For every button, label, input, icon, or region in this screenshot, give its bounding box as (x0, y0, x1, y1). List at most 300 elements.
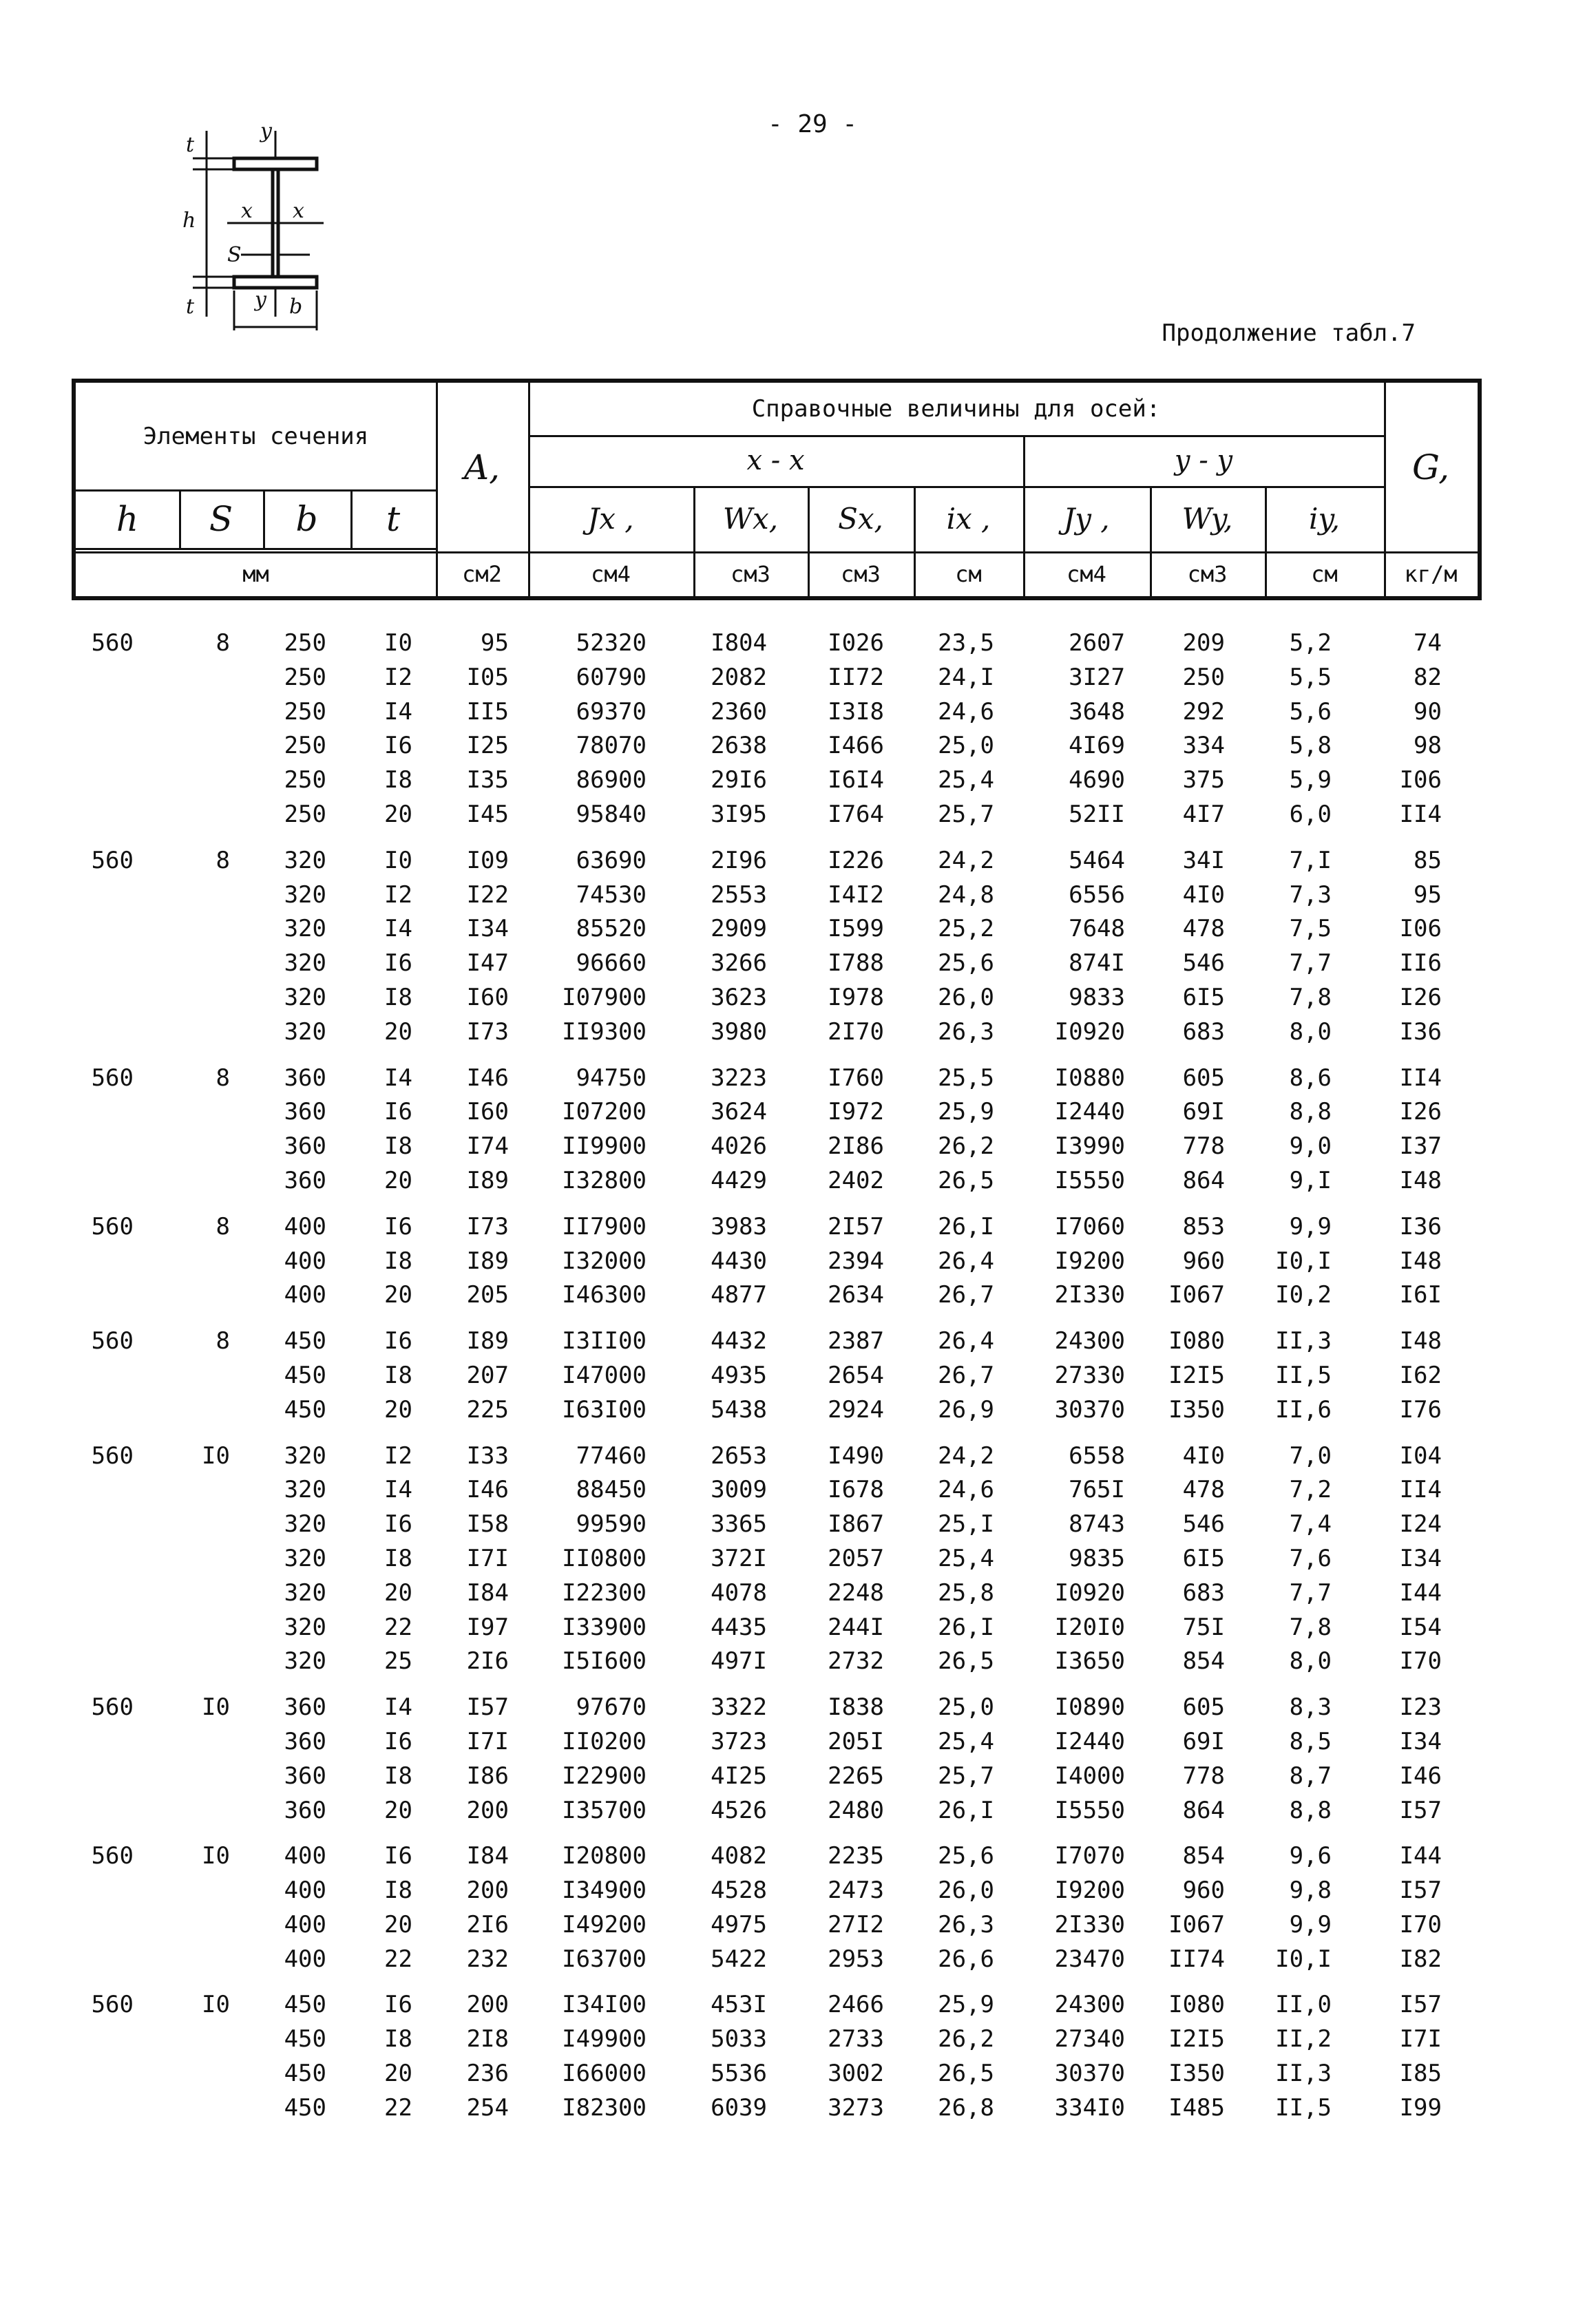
cell-sx: I599 (828, 915, 884, 943)
table-row (72, 1611, 1482, 1645)
cell-sx: 2466 (828, 1991, 884, 2019)
row-group (72, 1210, 1482, 1313)
cell-b: 320 (284, 1578, 326, 1607)
cell-t: I6 (384, 1327, 412, 1355)
cell-jx: I5I600 (562, 1647, 647, 1676)
cell-wx: 4432 (711, 1327, 767, 1355)
row-group (72, 1691, 1482, 1828)
cell-wx: 4528 (711, 1877, 767, 1905)
cell-wx: 4526 (711, 1796, 767, 1824)
cell-jy: 6558 (1069, 1441, 1125, 1470)
header-ix: ix , (946, 502, 991, 536)
cell-iy: I0,2 (1275, 1281, 1332, 1309)
cell-wy: I485 (1168, 2093, 1225, 2122)
table-row (72, 1473, 1482, 1508)
cell-b: 320 (284, 1017, 326, 1046)
cell-area: I25 (466, 732, 509, 760)
cell-ix: 26,7 (938, 1361, 994, 1389)
cell-jx: 69370 (576, 697, 647, 726)
cell-ix: 26,8 (938, 2093, 994, 2122)
cell-jx: I63700 (562, 1945, 647, 1973)
cell-mass: I44 (1399, 1842, 1442, 1870)
cell-wx: 453I (711, 1991, 767, 2019)
table-row (72, 2091, 1482, 2126)
cell-iy: 5,9 (1289, 766, 1332, 794)
cell-wx: 3I95 (711, 800, 767, 828)
cell-wy: I350 (1168, 2060, 1225, 2088)
cell-t: 25 (384, 1647, 412, 1676)
unit-iy: см (1311, 560, 1338, 587)
cell-sx: I490 (828, 1441, 884, 1470)
cell-jy: I2440 (1054, 1098, 1125, 1126)
cell-wx: 3623 (711, 983, 767, 1011)
cell-jy: 9833 (1069, 983, 1125, 1011)
cell-s: 8 (216, 629, 230, 657)
unit-ix: см (955, 560, 982, 587)
cell-iy: 7,8 (1289, 983, 1332, 1011)
cell-t: I6 (384, 949, 412, 978)
cell-wy: 960 (1182, 1877, 1225, 1905)
cell-area: I86 (466, 1762, 509, 1790)
cell-jx: 97670 (576, 1693, 647, 1722)
cell-jy: 24300 (1054, 1327, 1125, 1355)
cell-mass: 95 (1414, 880, 1442, 909)
cell-sx: I838 (828, 1693, 884, 1722)
table-row (72, 878, 1482, 913)
cell-b: 320 (284, 1647, 326, 1676)
cell-jy: I7060 (1054, 1212, 1125, 1240)
cell-mass: I70 (1399, 1910, 1442, 1939)
cell-sx: I867 (828, 1510, 884, 1539)
cell-b: 360 (284, 1796, 326, 1824)
cell-jy: I4000 (1054, 1762, 1125, 1790)
cell-jx: I63I00 (562, 1395, 647, 1424)
table-row (72, 1645, 1482, 1679)
cell-ix: 25,I (938, 1510, 994, 1539)
cell-area: 2I6 (466, 1647, 509, 1676)
cell-area: I22 (466, 880, 509, 909)
cell-area: I58 (466, 1510, 509, 1539)
cell-t: 20 (384, 2060, 412, 2088)
cell-area: I34 (466, 915, 509, 943)
row-group (72, 1324, 1482, 1427)
cell-jx: I49900 (562, 2025, 647, 2053)
cell-area: I7I (466, 1544, 509, 1572)
header-wx: Wx, (722, 502, 779, 536)
cell-iy: 9,8 (1289, 1877, 1332, 1905)
row-group (72, 626, 1482, 832)
cell-b: 360 (284, 1693, 326, 1722)
cell-sx: I678 (828, 1476, 884, 1504)
cell-mass: I34 (1399, 1727, 1442, 1755)
cell-sx: I466 (828, 732, 884, 760)
cell-iy: 8,0 (1289, 1017, 1332, 1046)
cell-mass: 98 (1414, 732, 1442, 760)
cell-jx: I49200 (562, 1910, 647, 1939)
cell-jx: I66000 (562, 2060, 647, 2088)
cell-h: 560 (91, 1212, 134, 1240)
cell-sx: I3I8 (828, 697, 884, 726)
cell-h: 560 (91, 1064, 134, 1092)
cell-wy: 605 (1182, 1693, 1225, 1722)
cell-wy: 6I5 (1182, 1544, 1225, 1572)
cell-sx: 3002 (828, 2060, 884, 2088)
cell-iy: 9,0 (1289, 1132, 1332, 1161)
table-row (72, 947, 1482, 981)
cell-iy: 8,6 (1289, 1064, 1332, 1092)
cell-iy: 5,8 (1289, 732, 1332, 760)
cell-t: I8 (384, 1544, 412, 1572)
cell-mass: I70 (1399, 1647, 1442, 1676)
cell-iy: II,6 (1275, 1395, 1332, 1424)
cell-wy: 6I5 (1182, 983, 1225, 1011)
cell-wx: 4935 (711, 1361, 767, 1389)
cell-jx: 85520 (576, 915, 647, 943)
cell-sx: 2248 (828, 1578, 884, 1607)
cell-s: I0 (202, 1693, 230, 1722)
cell-b: 400 (284, 1910, 326, 1939)
cell-wy: 864 (1182, 1166, 1225, 1194)
cell-t: I0 (384, 846, 412, 874)
cell-wy: I2I5 (1168, 1361, 1225, 1389)
cell-sx: 2473 (828, 1877, 884, 1905)
cell-mass: I44 (1399, 1578, 1442, 1607)
cell-b: 400 (284, 1212, 326, 1240)
cell-wy: 683 (1182, 1578, 1225, 1607)
cell-area: 2I6 (466, 1910, 509, 1939)
cell-ix: 26,5 (938, 2060, 994, 2088)
cell-wx: 3624 (711, 1098, 767, 1126)
cell-b: 250 (284, 800, 326, 828)
cell-t: 22 (384, 1945, 412, 1973)
cell-mass: I57 (1399, 1796, 1442, 1824)
cell-wy: 778 (1182, 1132, 1225, 1161)
cell-area: I46 (466, 1064, 509, 1092)
table-row (72, 1725, 1482, 1760)
table-row (72, 661, 1482, 695)
cell-jy: 2I330 (1054, 1281, 1125, 1309)
cell-ix: 26,5 (938, 1647, 994, 1676)
cell-jx: 86900 (576, 766, 647, 794)
cell-area: I35 (466, 766, 509, 794)
cell-iy: II,0 (1275, 1991, 1332, 2019)
cell-wy: I350 (1168, 1395, 1225, 1424)
cell-wx: 372I (711, 1544, 767, 1572)
cell-t: I6 (384, 1098, 412, 1126)
cell-t: I4 (384, 1064, 412, 1092)
cell-wx: 4026 (711, 1132, 767, 1161)
cell-wx: 5536 (711, 2060, 767, 2088)
cell-jy: 27340 (1054, 2025, 1125, 2053)
table-row (72, 981, 1482, 1015)
cell-jx: I33900 (562, 1613, 647, 1641)
cell-area: 205 (466, 1281, 509, 1309)
cell-mass: I23 (1399, 1693, 1442, 1722)
cell-b: 320 (284, 915, 326, 943)
table-row (72, 1691, 1482, 1725)
cell-b: 320 (284, 949, 326, 978)
cell-area: I47 (466, 949, 509, 978)
table-row (72, 1324, 1482, 1359)
cell-sx: 205I (828, 1727, 884, 1755)
cell-h: 560 (91, 1327, 134, 1355)
table-row (72, 1130, 1482, 1164)
table-row (72, 1839, 1482, 1874)
cell-iy: 7,I (1289, 846, 1332, 874)
cell-s: I0 (202, 1991, 230, 2019)
cell-iy: II,2 (1275, 2025, 1332, 2053)
cell-jx: I32000 (562, 1247, 647, 1275)
cell-mass: I36 (1399, 1017, 1442, 1046)
cell-wx: 5422 (711, 1945, 767, 1973)
cell-wx: 2553 (711, 880, 767, 909)
diagram-label-y-bottom: y (255, 288, 266, 312)
cell-mass: I26 (1399, 983, 1442, 1011)
cell-area: I45 (466, 800, 509, 828)
cell-area: I73 (466, 1212, 509, 1240)
cell-wy: 4I0 (1182, 880, 1225, 909)
cell-area: 225 (466, 1395, 509, 1424)
cell-jy: I0920 (1054, 1017, 1125, 1046)
header-iy: iy, (1309, 502, 1340, 536)
cell-area: I89 (466, 1166, 509, 1194)
cell-wx: 3322 (711, 1693, 767, 1722)
cell-t: I4 (384, 697, 412, 726)
cell-ix: 25,7 (938, 1762, 994, 1790)
cell-area: I60 (466, 1098, 509, 1126)
cell-wx: 3723 (711, 1727, 767, 1755)
cell-wy: 864 (1182, 1796, 1225, 1824)
cell-iy: 5,6 (1289, 697, 1332, 726)
cell-ix: 26,9 (938, 1395, 994, 1424)
cell-jy: 2607 (1069, 629, 1125, 657)
cell-jx: 78070 (576, 732, 647, 760)
cell-iy: 7,8 (1289, 1613, 1332, 1641)
cell-jx: I32800 (562, 1166, 647, 1194)
cell-jy: 6556 (1069, 880, 1125, 909)
cell-t: I8 (384, 1132, 412, 1161)
cell-area: 2I8 (466, 2025, 509, 2053)
cell-s: 8 (216, 1064, 230, 1092)
cell-t: 20 (384, 1281, 412, 1309)
cell-mass: 74 (1414, 629, 1442, 657)
cell-b: 400 (284, 1945, 326, 1973)
cell-mass: I46 (1399, 1762, 1442, 1790)
cell-iy: 7,0 (1289, 1441, 1332, 1470)
cell-sx: I764 (828, 800, 884, 828)
cell-wy: I067 (1168, 1910, 1225, 1939)
table-row (72, 763, 1482, 798)
cell-jy: 23470 (1054, 1945, 1125, 1973)
table-caption: Продолжение табл.7 (1162, 319, 1416, 347)
cell-b: 320 (284, 1544, 326, 1572)
cell-wy: 4I7 (1182, 800, 1225, 828)
cell-iy: I0,I (1275, 1247, 1332, 1275)
cell-mass: I54 (1399, 1613, 1442, 1641)
cell-jx: II0800 (562, 1544, 647, 1572)
cell-ix: 26,7 (938, 1281, 994, 1309)
cell-wx: 3009 (711, 1476, 767, 1504)
cell-jx: 74530 (576, 880, 647, 909)
table-row (72, 1508, 1482, 1542)
cell-b: 400 (284, 1842, 326, 1870)
cell-h: 560 (91, 1842, 134, 1870)
cell-area: 207 (466, 1361, 509, 1389)
table-row (72, 844, 1482, 878)
table-row (72, 1988, 1482, 2022)
cell-wx: 5438 (711, 1395, 767, 1424)
table-row (72, 695, 1482, 730)
cell-jy: I3650 (1054, 1647, 1125, 1676)
cell-area: I97 (466, 1613, 509, 1641)
cell-ix: 25,4 (938, 1727, 994, 1755)
table-row (72, 1245, 1482, 1279)
cell-iy: 9,9 (1289, 1212, 1332, 1240)
cell-jy: 5464 (1069, 846, 1125, 874)
cell-wy: 478 (1182, 915, 1225, 943)
cell-h: 560 (91, 1441, 134, 1470)
cell-sx: I4I2 (828, 880, 884, 909)
cell-mass: 82 (1414, 663, 1442, 691)
cell-t: I0 (384, 629, 412, 657)
table-row (72, 1095, 1482, 1130)
cell-wx: 2I96 (711, 846, 767, 874)
cell-b: 450 (284, 1395, 326, 1424)
diagram-label-b: b (289, 295, 303, 319)
table-row (72, 2022, 1482, 2057)
header-jx: Jx , (587, 502, 634, 536)
cell-wx: 2360 (711, 697, 767, 726)
table-row (72, 1278, 1482, 1313)
cell-h: 560 (91, 629, 134, 657)
cell-wy: 250 (1182, 663, 1225, 691)
cell-iy: I0,I (1275, 1945, 1332, 1973)
cell-wy: 546 (1182, 1510, 1225, 1539)
cell-wy: I080 (1168, 1991, 1225, 2019)
header-b: b (295, 498, 318, 539)
cell-t: I4 (384, 915, 412, 943)
cell-b: 360 (284, 1727, 326, 1755)
cell-sx: I6I4 (828, 766, 884, 794)
table-row (72, 1908, 1482, 1943)
cell-iy: 8,8 (1289, 1098, 1332, 1126)
cell-jy: 30370 (1054, 2060, 1125, 2088)
cell-t: I8 (384, 1361, 412, 1389)
cell-mass: I34 (1399, 1544, 1442, 1572)
cell-t: I2 (384, 663, 412, 691)
cell-iy: 5,2 (1289, 629, 1332, 657)
cell-wy: 334 (1182, 732, 1225, 760)
cell-wy: 854 (1182, 1842, 1225, 1870)
unit-wy: см3 (1187, 560, 1228, 587)
cell-wx: 6039 (711, 2093, 767, 2122)
cell-b: 360 (284, 1132, 326, 1161)
cell-jy: I2440 (1054, 1727, 1125, 1755)
header-jy: Jy , (1063, 502, 1110, 536)
diagram-label-y-top: y (260, 119, 272, 143)
unit-sx: см3 (841, 560, 881, 587)
cell-wx: I804 (711, 629, 767, 657)
row-group (72, 1439, 1482, 1680)
cell-jy: 24300 (1054, 1991, 1125, 2019)
cell-ix: 26,6 (938, 1945, 994, 1973)
cell-ix: 25,4 (938, 1544, 994, 1572)
cell-s: I0 (202, 1441, 230, 1470)
cell-mass: I6I (1399, 1281, 1442, 1309)
cell-iy: 8,8 (1289, 1796, 1332, 1824)
cell-sx: I978 (828, 983, 884, 1011)
cell-area: I7I (466, 1727, 509, 1755)
cell-wx: 4435 (711, 1613, 767, 1641)
cell-wy: I080 (1168, 1327, 1225, 1355)
cell-mass: I06 (1399, 915, 1442, 943)
cell-b: 400 (284, 1281, 326, 1309)
cell-iy: 7,4 (1289, 1510, 1332, 1539)
cell-jx: II7900 (562, 1212, 647, 1240)
cell-mass: II4 (1399, 1476, 1442, 1504)
cell-b: 250 (284, 629, 326, 657)
cell-jx: 94750 (576, 1064, 647, 1092)
cell-sx: I788 (828, 949, 884, 978)
unit-mass: кг/м (1404, 560, 1458, 587)
table-row (72, 1393, 1482, 1428)
diagram-label-h: h (182, 209, 196, 233)
cell-sx: 2394 (828, 1247, 884, 1275)
table-row (72, 912, 1482, 947)
cell-b: 250 (284, 766, 326, 794)
cell-jy: 874I (1069, 949, 1125, 978)
cell-wy: 605 (1182, 1064, 1225, 1092)
cell-wx: 2082 (711, 663, 767, 691)
cell-sx: 2235 (828, 1842, 884, 1870)
cell-t: 22 (384, 2093, 412, 2122)
cell-iy: 5,5 (1289, 663, 1332, 691)
cell-ix: 24,6 (938, 697, 994, 726)
table-row (72, 1439, 1482, 1474)
cell-jx: I20800 (562, 1842, 647, 1870)
cell-b: 450 (284, 2060, 326, 2088)
cell-iy: II,5 (1275, 2093, 1332, 2122)
cell-jx: I47000 (562, 1361, 647, 1389)
cell-t: I8 (384, 1762, 412, 1790)
cell-wy: 69I (1182, 1727, 1225, 1755)
cell-t: I2 (384, 1441, 412, 1470)
cell-area: 232 (466, 1945, 509, 1973)
cell-ix: 26,0 (938, 1877, 994, 1905)
cell-t: I6 (384, 1842, 412, 1870)
cell-t: I2 (384, 880, 412, 909)
cell-ix: 25,8 (938, 1578, 994, 1607)
cell-wy: 4I0 (1182, 1441, 1225, 1470)
cell-t: 20 (384, 1166, 412, 1194)
cell-b: 360 (284, 1166, 326, 1194)
cell-b: 320 (284, 1476, 326, 1504)
cell-sx: 2953 (828, 1945, 884, 1973)
row-group (72, 1988, 1482, 2125)
cell-jy: 2I330 (1054, 1910, 1125, 1939)
cell-ix: 26,2 (938, 1132, 994, 1161)
cell-mass: I26 (1399, 1098, 1442, 1126)
cell-jx: 95840 (576, 800, 647, 828)
cell-jx: 88450 (576, 1476, 647, 1504)
cell-t: I6 (384, 1727, 412, 1755)
cell-ix: 26,I (938, 1212, 994, 1240)
cell-jx: I07900 (562, 983, 647, 1011)
cell-t: I8 (384, 1877, 412, 1905)
cell-jx: I3II00 (562, 1327, 647, 1355)
cell-jx: I07200 (562, 1098, 647, 1126)
cell-jy: I5550 (1054, 1796, 1125, 1824)
